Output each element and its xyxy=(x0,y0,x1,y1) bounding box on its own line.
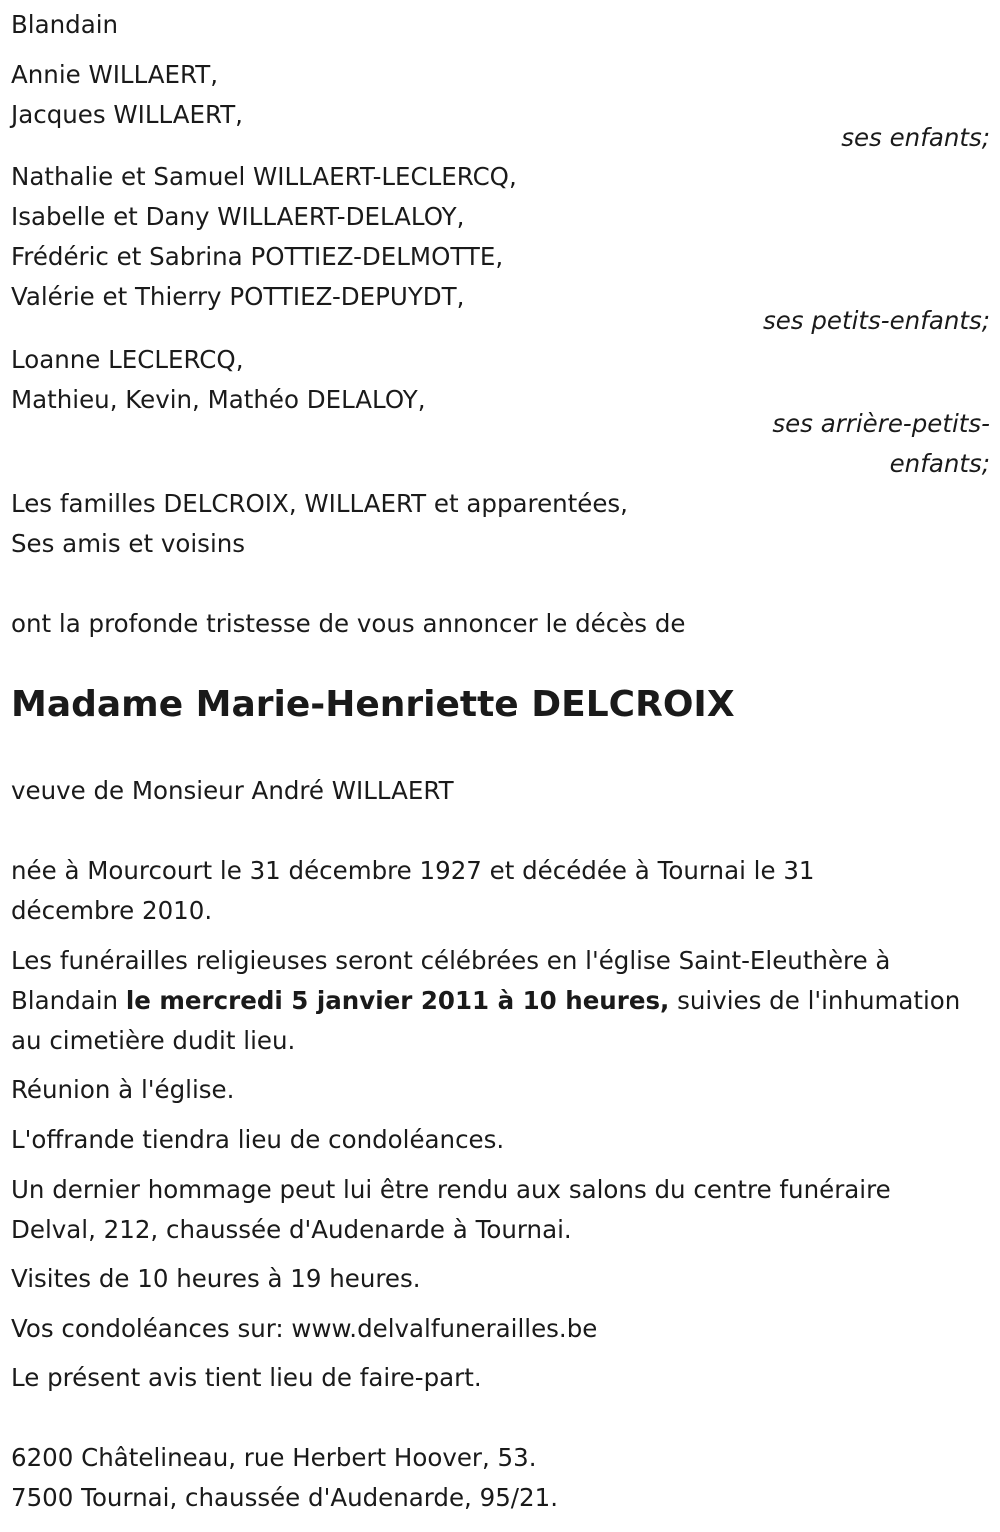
funeral-date: le mercredi 5 janvier 2011 à 10 heures, xyxy=(125,986,670,1015)
birth-death-line: décembre 2010. xyxy=(11,896,213,925)
children-role: ses enfants; xyxy=(841,123,990,152)
grandchildren-role: ses petits-enfants; xyxy=(762,306,990,335)
birth-death-line: née à Mourcourt le 31 décembre 1927 et décédée à Tournai le 31 xyxy=(11,856,815,885)
funeral-line: au cimetière dudit lieu. xyxy=(11,1026,296,1055)
announcement: ont la profonde tristesse de vous annoncer le décès de xyxy=(11,609,686,638)
tribute-line: Delval, 212, chaussée d'Audenarde à Tournai. xyxy=(11,1215,572,1244)
children-name: Jacques WILLAERT, xyxy=(11,100,243,129)
great-grandchildren-role: enfants; xyxy=(889,449,990,478)
grandchildren-name: Valérie et Thierry POTTIEZ-DEPUYDT, xyxy=(11,282,465,311)
grandchildren-name: Frédéric et Sabrina POTTIEZ-DELMOTTE, xyxy=(11,242,504,271)
families-line: Les familles DELCROIX, WILLAERT et apparentées, xyxy=(11,489,628,518)
funeral-line: Les funérailles religieuses seront célébrées en l'église Saint-Eleuthère à xyxy=(11,946,891,975)
address-line: 6200 Châtelineau, rue Herbert Hoover, 53. xyxy=(11,1443,537,1472)
friends-line: Ses amis et voisins xyxy=(11,529,246,558)
widow-of: veuve de Monsieur André WILLAERT xyxy=(11,776,454,805)
children-name: Annie WILLAERT, xyxy=(11,60,219,89)
funeral-text: suivies de l'inhumation xyxy=(669,986,961,1015)
visits: Visites de 10 heures à 19 heures. xyxy=(11,1264,421,1293)
funeral-line xyxy=(11,985,960,1017)
grandchildren-name: Nathalie et Samuel WILLAERT-LECLERCQ, xyxy=(11,162,517,191)
funeral-text: Blandain xyxy=(11,986,126,1015)
place: Blandain xyxy=(11,10,119,39)
grandchildren-name: Isabelle et Dany WILLAERT-DELALOY, xyxy=(11,202,465,231)
tribute-line: Un dernier hommage peut lui être rendu aux salons du centre funéraire xyxy=(11,1175,891,1204)
reunion: Réunion à l'église. xyxy=(11,1075,235,1104)
offering: L'offrande tiendra lieu de condoléances. xyxy=(11,1125,505,1154)
great-grandchildren-name: Mathieu, Kevin, Mathéo DELALOY, xyxy=(11,385,426,414)
great-grandchildren-role: ses arrière-petits- xyxy=(772,409,990,438)
condolences-link[interactable]: Vos condoléances sur: www.delvalfunerailles.be xyxy=(11,1314,598,1343)
notice: Le présent avis tient lieu de faire-part. xyxy=(11,1363,482,1392)
great-grandchildren-name: Loanne LECLERCQ, xyxy=(11,345,244,374)
address-line: 7500 Tournai, chaussée d'Audenarde, 95/21. xyxy=(11,1483,559,1512)
deceased-name: Madame Marie-Henriette DELCROIX xyxy=(11,684,735,725)
